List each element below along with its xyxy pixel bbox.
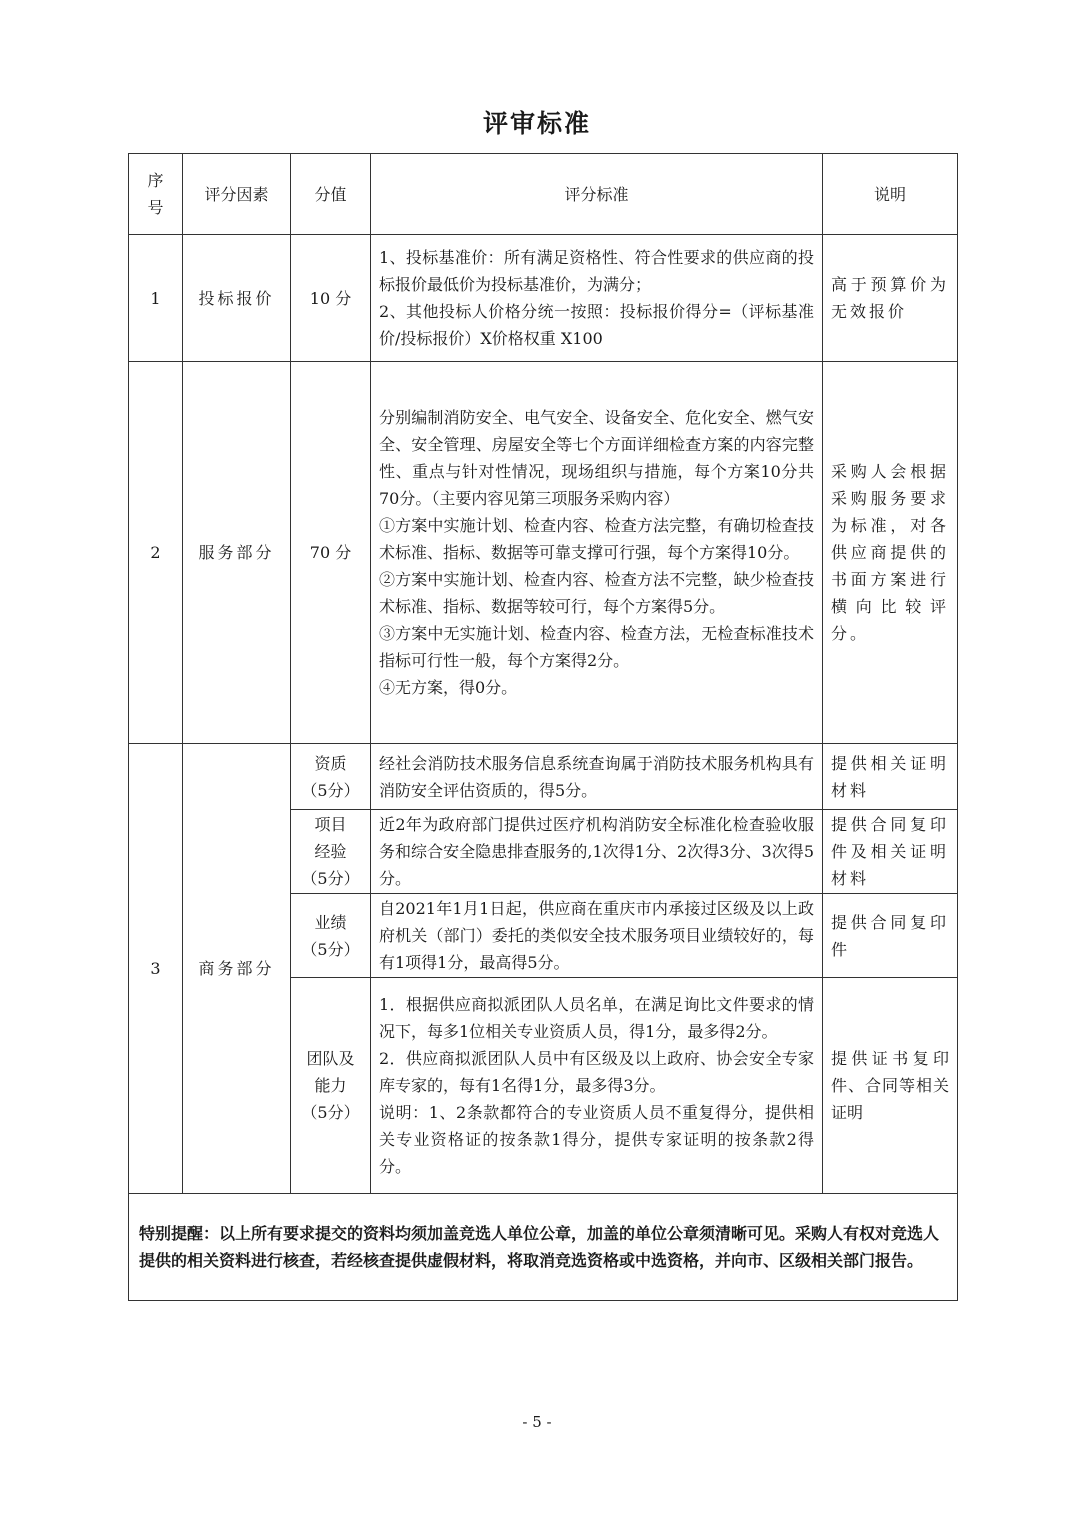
row2-seq: 2 [129, 362, 183, 744]
header-score: 分值 [291, 154, 371, 235]
table-row-1 [129, 235, 958, 362]
header-note: 说明 [823, 154, 958, 235]
row3d-score: 团队及 能力 （5分） [291, 978, 371, 1194]
row1-note: 高于预算价为无效报价 [823, 235, 958, 362]
table-row-2 [129, 362, 958, 744]
special-note: 特别提醒：以上所有要求提交的资料均须加盖竞选人单位公章，加盖的单位公章须清晰可见。采购人有权对竞选人提供的相关资料进行核查，若经核查提供虚假材料，将取消竞选资格或中选资格，并向市、区级相关部门报告。 [129, 1194, 958, 1301]
document-title: 评审标准 [482, 109, 591, 138]
row1-score: 10 分 [291, 235, 371, 362]
row3a-note: 提供相关证明材料 [823, 744, 958, 810]
row2-criteria: 分别编制消防安全、电气安全、设备安全、危化安全、燃气安全、安全管理、房屋安全等七个方面详细检查方案的内容完整性、重点与针对性情况，现场组织与措施，每个方案10分共70分。（主要内容见第三项服务采购内容） ①方案中实施计划、检查内容、检查方法完整，有确切检查技术标准、指标、数据等可靠支撑可行强，每个方案得10分。 ②方案中实施计划、检查内容、检查方法不完整，缺少检查技术标准、指标、数据等较可行，每个方案得5分。 ③方案中无实施计划、检查内容、检查方法，无检查标准技术指标可行性一般，每个方案得2分。 ④无方案，得0分。 [371, 362, 823, 744]
header-seq: 序 号 [129, 154, 183, 235]
header-criteria: 评分标准 [371, 154, 823, 235]
row3b-score: 项目 经验 （5分） [291, 810, 371, 894]
row1-factor: 投标报价 [183, 235, 291, 362]
row1-criteria: 1、投标基准价：所有满足资格性、符合性要求的供应商的投标报价最低价为投标基准价，为满分； 2、其他投标人价格分统一按照：投标报价得分=（评标基准价/投标报价）X价格权重 X100 [371, 235, 823, 362]
row3d-criteria: 1．根据供应商拟派团队人员名单，在满足询比文件要求的情况下，每多1位相关专业资质人员，得1分，最多得2分。 2．供应商拟派团队人员中有区级及以上政府、协会安全专家库专家的，每有1名得1分，最多得3分。 说明：1、2条款都符合的专业资质人员不重复得分，提供相关专业资格证的按条款1得分，提供专家证明的按条款2得分。 [371, 978, 823, 1194]
header-row [129, 154, 958, 235]
page-number: - 5 - [522, 1413, 552, 1431]
evaluation-criteria-table [128, 153, 958, 1301]
special-note-row [129, 1194, 958, 1301]
row2-factor: 服务部分 [183, 362, 291, 744]
row3c-criteria: 自2021年1月1日起，供应商在重庆市内承接过区级及以上政府机关（部门）委托的类似安全技术服务项目业绩较好的，每有1项得1分，最高得5分。 [371, 894, 823, 978]
row3-seq: 3 [129, 744, 183, 1194]
header-factor: 评分因素 [183, 154, 291, 235]
row3c-score: 业绩 （5分） [291, 894, 371, 978]
row3b-note: 提供合同复印件及相关证明材料 [823, 810, 958, 894]
row2-note: 采购人会根据采购服务要求为标准，对各供应商提供的书面方案进行横向比较评分。 [823, 362, 958, 744]
row3a-score: 资质 （5分） [291, 744, 371, 810]
row3b-criteria: 近2年为政府部门提供过医疗机构消防安全标准化检查验收服务和综合安全隐患排查服务的,1次得1分、2次得3分、3次得5分。 [371, 810, 823, 894]
row1-seq: 1 [129, 235, 183, 362]
row2-score: 70 分 [291, 362, 371, 744]
table-row-3a [129, 744, 958, 810]
row3d-note: 提供证书复印件、合同等相关证明 [823, 978, 958, 1194]
row3c-note: 提供合同复印件 [823, 894, 958, 978]
row3-factor: 商务部分 [183, 744, 291, 1194]
row3a-criteria: 经社会消防技术服务信息系统查询属于消防技术服务机构具有消防安全评估资质的，得5分。 [371, 744, 823, 810]
